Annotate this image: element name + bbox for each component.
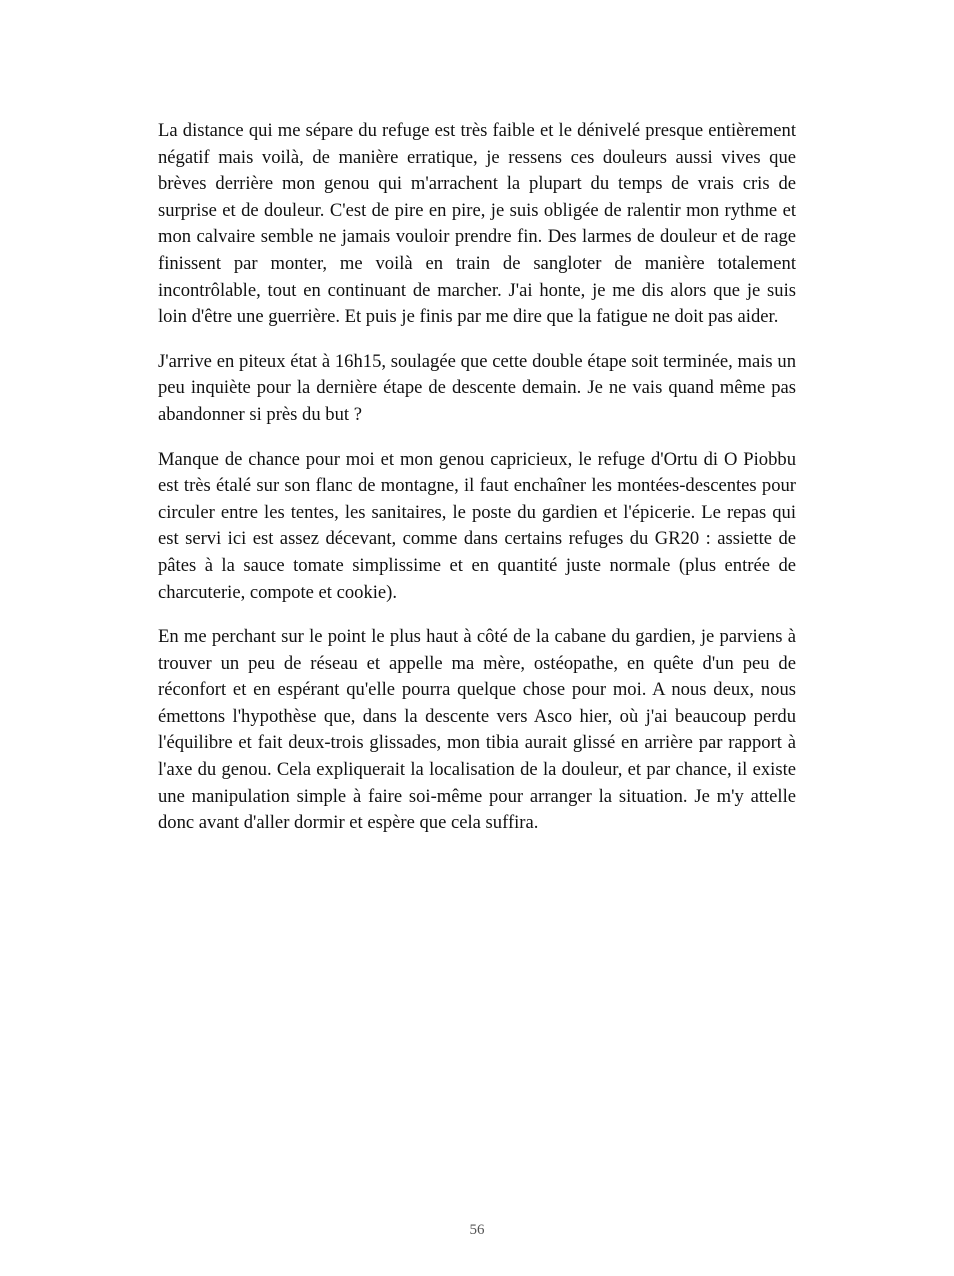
- paragraph-2: J'arrive en piteux état à 16h15, soulagée que cette double étape soit terminée, mais un peu inquiète pour la dernière étape de descente demain. Je ne vais quand même pas abandonner si près du but ?: [158, 350, 796, 425]
- paragraph-4: En me perchant sur le point le plus haut à côté de la cabane du gardien, je parviens à trouver un peu de réseau et appelle ma mère, ostéopathe, en quête d'un peu de réconfort et en espérant qu'elle pourra quelque chose pour moi. A nous deux, nous émettons l'hypothèse que, dans la descente vers Asco hier, où j'ai beaucoup perdu l'équilibre et fait deux-trois glissades, mon tibia aurait glissé en arrière par rapport à l'axe du genou. Cela expliquerait la localisation de la douleur, et par chance, il existe une manipulation simple à faire soi-même pour arranger la situation. Je m'y attelle donc avant d'aller dormir et espère que cela suffira.: [158, 626, 796, 834]
- body-text: [158, 118, 796, 855]
- page-number: 56: [469, 1222, 485, 1238]
- paragraph-3: Manque de chance pour moi et mon genou capricieux, le refuge d'Ortu di O Piobbu est très étalé sur son flanc de montagne, il faut enchaîner les montées-descentes pour circuler entre les tentes, les sanitaires, le poste du gardien et l'épicerie. Le repas qui est servi ici est assez décevant, comme dans certains refuges du GR20 : assiette de pâtes à la sauce tomate simplissime et en quantité juste normale (plus entrée de charcuterie, compote et cookie).: [158, 448, 796, 603]
- paragraph-1: La distance qui me sépare du refuge est très faible et le dénivelé presque entièrement négatif mais voilà, de manière erratique, je ressens ces douleurs aussi vives que brèves derrière mon genou qui m'arrachent la plupart du temps de vrais cris de surprise et de douleur. C'est de pire en pire, je suis obligée de ralentir mon rythme et mon calvaire semble ne jamais vouloir prendre fin. Des larmes de douleur et de rage finissent par monter, me voilà en train de sangloter de manière totalement incontrôlable, tout en continuant de marcher. J'ai honte, je me dis alors que je suis loin d'être une guerrière. Et puis je finis par me dire que la fatigue ne doit pas aider.: [158, 120, 796, 328]
